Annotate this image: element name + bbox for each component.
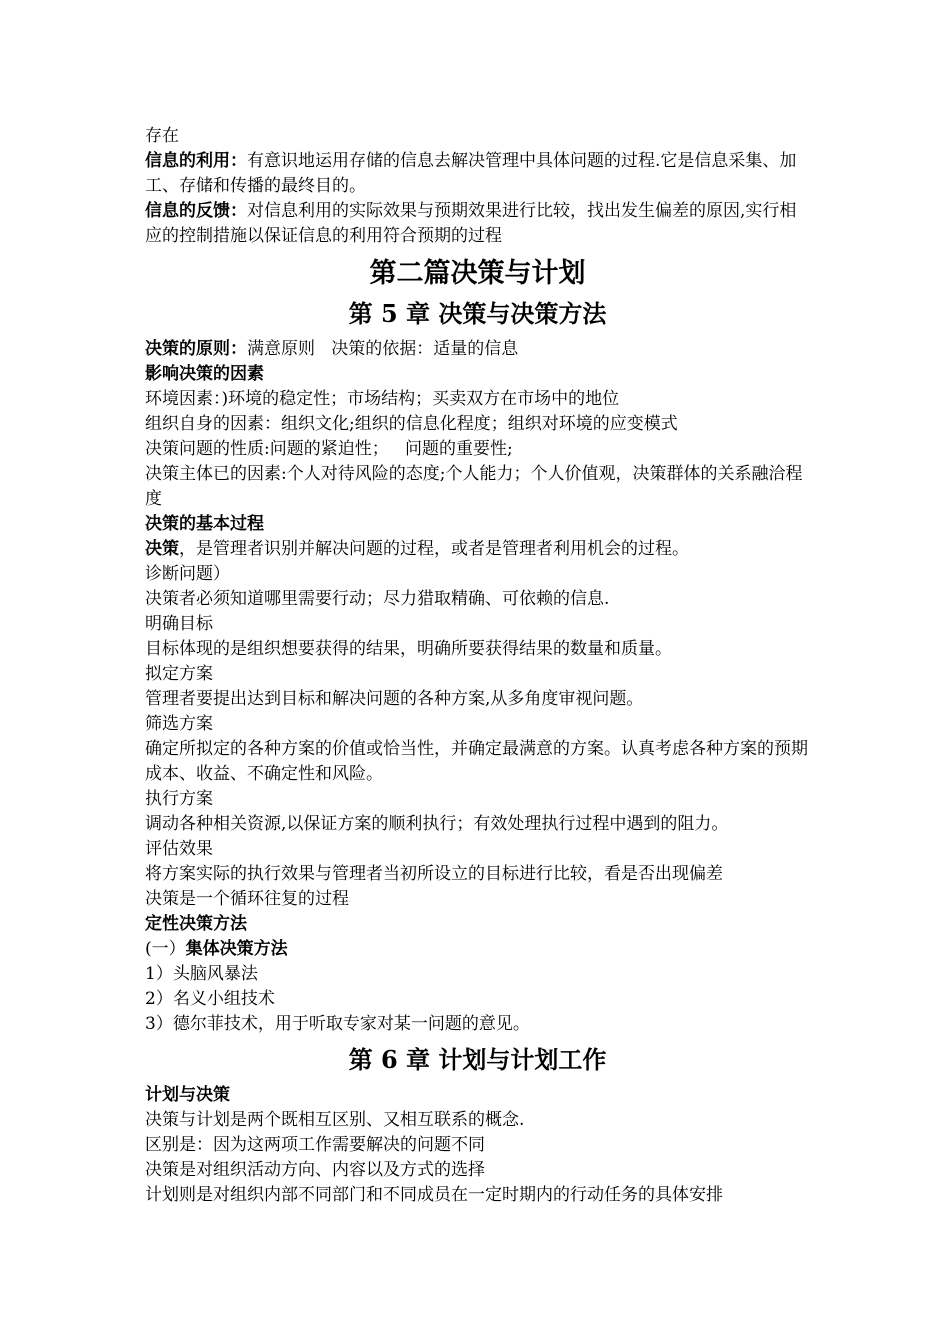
info-feedback-text: 对信息利用的实际效果与预期效果进行比较，找出发生偏差的原因,实行相应的控制措施以保证信息的利用符合预期的过程 <box>145 201 797 246</box>
plan-line: 决策是对组织活动方向、内容以及方式的选择 <box>145 1160 485 1180</box>
step-line: 执行方案 <box>145 789 213 809</box>
plan-decision-heading: 计划与决策 <box>145 1085 230 1105</box>
step-line: 决策是一个循环往复的过程 <box>145 889 349 909</box>
step-line: 诊断问题） <box>145 564 230 584</box>
step-line: 拟定方案 <box>145 664 213 684</box>
chapter6-title: 第 6 章 计划与计划工作 <box>348 1045 607 1074</box>
factors-heading: 影响决策的因素 <box>145 364 264 384</box>
group-method-prefix: (一） <box>145 939 186 959</box>
decision-principle-label: 决策的原则： <box>145 339 247 359</box>
factor-line: 组织自身的因素：组织文化;组织的信息化程度；组织对环境的应变模式 <box>145 414 678 434</box>
decision-principle-line <box>145 337 810 362</box>
step-line: 将方案实际的执行效果与管理者当初所设立的目标进行比较，看是否出现偏差 <box>145 864 723 884</box>
document-page <box>145 124 810 1208</box>
info-use-paragraph <box>145 149 810 199</box>
decision-definition <box>145 537 810 562</box>
plan-line: 计划则是对组织内部不同部门和不同成员在一定时期内的行动任务的具体安排 <box>145 1185 723 1205</box>
factor-line: 决策主体已的因素:个人对待风险的态度;个人能力；个人价值观，决策群体的关系融洽程度 <box>145 464 803 509</box>
method-item: 2）名义小组技术 <box>145 989 275 1009</box>
info-use-text: 有意识地运用存储的信息去解决管理中具体问题的过程.它是信息采集、加工、存储和传播的最终目的。 <box>145 151 797 196</box>
group-method-title: 集体决策方法 <box>185 939 288 959</box>
plan-line: 决策与计划是两个既相互区别、又相互联系的概念. <box>145 1110 525 1130</box>
info-feedback-paragraph <box>145 199 810 249</box>
decision-definition-text: ，是管理者识别并解决问题的过程，或者是管理者利用机会的过程。 <box>179 539 689 559</box>
method-item: 3）德尔菲技术，用于听取专家对某一问题的意见。 <box>145 1014 530 1034</box>
decision-principle-text: 满意原则 决策的依据：适量的信息 <box>247 339 519 359</box>
factor-line: 环境因素：)环境的稳定性；市场结构；买卖双方在市场中的地位 <box>145 389 620 409</box>
group-method-heading <box>145 937 810 962</box>
decision-definition-label: 决策 <box>145 539 179 559</box>
info-feedback-label: 信息的反馈： <box>145 201 247 221</box>
method-item: 1）头脑风暴法 <box>145 964 258 984</box>
step-line: 调动各种相关资源,以保证方案的顺利执行；有效处理执行过程中遇到的阻力。 <box>145 814 729 834</box>
step-line: 目标体现的是组织想要获得的结果，明确所要获得结果的数量和质量。 <box>145 639 672 659</box>
process-heading: 决策的基本过程 <box>145 514 264 534</box>
step-line: 评估效果 <box>145 839 213 859</box>
step-line: 管理者要提出达到目标和解决问题的各种方案,从多角度审视问题。 <box>145 689 644 709</box>
step-line: 筛选方案 <box>145 714 213 734</box>
step-line: 确定所拟定的各种方案的价值或恰当性，并确定最满意的方案。认真考虑各种方案的预期成本、收益、不确定性和风险。 <box>145 739 808 784</box>
part-title: 第二篇决策与计划 <box>369 258 586 289</box>
factor-line: 决策问题的性质:问题的紧迫性； 问题的重要性; <box>145 439 513 459</box>
step-line: 决策者必须知道哪里需要行动；尽力猎取精确、可依赖的信息. <box>145 589 610 609</box>
intro-line: 存在 <box>145 126 179 146</box>
plan-line: 区别是：因为这两项工作需要解决的问题不同 <box>145 1135 485 1155</box>
qualitative-heading: 定性决策方法 <box>145 914 247 934</box>
step-line: 明确目标 <box>145 614 213 634</box>
info-use-label: 信息的利用： <box>145 151 247 171</box>
chapter5-title: 第 5 章 决策与决策方法 <box>348 299 607 328</box>
